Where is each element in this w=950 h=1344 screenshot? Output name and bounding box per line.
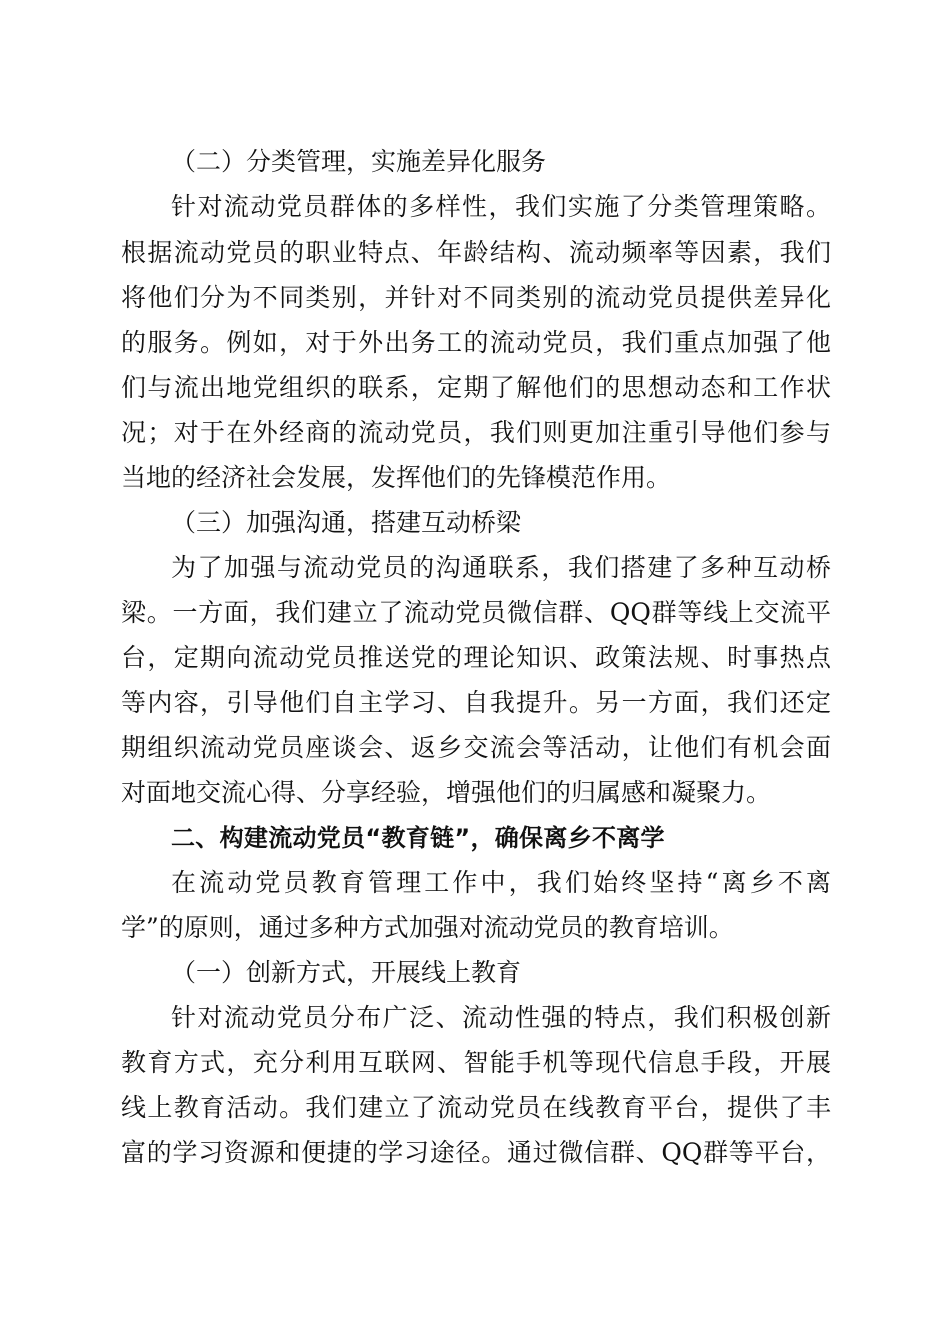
paragraph-line: 针对流动党员群体的多样性，我们实施了分类管理策略。 (171, 192, 831, 221)
paragraph-line: 等内容，引导他们自主学习、自我提升。另一方面，我们还定 (121, 688, 831, 717)
paragraph-line: 当地的经济社会发展，发挥他们的先锋模范作用。 (121, 463, 672, 492)
paragraph-line: 对面地交流心得、分享经验，增强他们的归属感和凝聚力。 (121, 778, 772, 807)
paragraph-line: 针对流动党员分布广泛、流动性强的特点，我们积极创新 (171, 1003, 831, 1032)
subheading-2: （二）分类管理，实施差异化服务 (171, 147, 547, 176)
paragraph-line: 在流动党员教育管理工作中，我们始终坚持“离乡不离 (171, 868, 831, 897)
paragraph-line: 期组织流动党员座谈会、返乡交流会等活动，让他们有机会面 (121, 733, 831, 762)
paragraph-line: 线上教育活动。我们建立了流动党员在线教育平台，提供了丰 (121, 1093, 831, 1122)
paragraph-line: 教育方式，充分利用互联网、智能手机等现代信息手段，开展 (121, 1048, 831, 1077)
subheading-3: （三）加强沟通，搭建互动桥梁 (171, 508, 522, 537)
paragraph-line: 的服务。例如，对于外出务工的流动党员，我们重点加强了他 (121, 328, 831, 357)
paragraph-line: 将他们分为不同类别，并针对不同类别的流动党员提供差异化 (121, 283, 831, 312)
paragraph-line: 为了加强与流动党员的沟通联系，我们搭建了多种互动桥 (171, 553, 831, 582)
paragraph-line: 梁。一方面，我们建立了流动党员微信群、QQ群等线上交流平 (121, 598, 831, 627)
paragraph-line: 根据流动党员的职业特点、年龄结构、流动频率等因素，我们 (121, 238, 831, 267)
subheading-1: （一）创新方式，开展线上教育 (171, 958, 522, 987)
paragraph-line: 学”的原则，通过多种方式加强对流动党员的教育培训。 (121, 913, 734, 942)
paragraph-line: 台，定期向流动党员推送党的理论知识、政策法规、时事热点 (121, 643, 831, 672)
paragraph-line: 富的学习资源和便捷的学习途径。通过微信群、QQ群等平台， (121, 1138, 831, 1167)
section-heading: 二、构建流动党员“教育链”，确保离乡不离学 (171, 824, 665, 852)
paragraph-line: 们与流出地党组织的联系，定期了解他们的思想动态和工作状 (121, 373, 831, 402)
paragraph-line: 况；对于在外经商的流动党员，我们则更加注重引导他们参与 (121, 418, 831, 447)
